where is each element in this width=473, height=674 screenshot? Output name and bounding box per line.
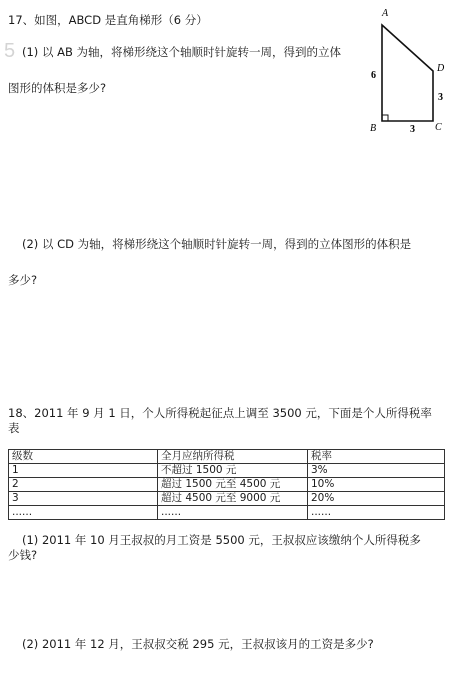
q17-part2-text: (2) 以 CD 为轴，将梯形绕这个轴顺时针旋转一周，得到的立体图形的体积是 (22, 237, 412, 251)
vertex-label-b: B (370, 123, 377, 134)
table-cell: ...... (308, 506, 445, 520)
table-cell: 3% (308, 464, 445, 478)
length-label-bc: 3 (410, 124, 415, 135)
q17-part1-text: (1) 以 AB 为轴，将梯形绕这个轴顺时针旋转一周，得到的立体 (22, 45, 342, 59)
table-row (9, 506, 445, 520)
q18-intro-cont: 表 (8, 421, 20, 435)
table-row (9, 464, 445, 478)
length-label-ab: 6 (371, 70, 376, 81)
table-cell: 10% (308, 478, 445, 492)
table-cell: 超过 4500 元至 9000 元 (158, 492, 308, 506)
table-header-cell: 级数 (9, 450, 158, 464)
table-row (9, 492, 445, 506)
vertex-label-a: A (382, 8, 389, 19)
trapezoid-shape (382, 25, 433, 121)
q18-part1-text-cont: 少钱? (8, 548, 38, 562)
q17-part2-text-cont: 多少? (8, 273, 38, 287)
q17-part1-text-cont: 图形的体积是多少? (8, 81, 107, 95)
q18-intro: 18、2011 年 9 月 1 日，个人所得税起征点上调至 3500 元，下面是个人所得税率 (8, 406, 432, 420)
table-cell: 2 (9, 478, 158, 492)
q17-title: 17、如图，ABCD 是直角梯形（6 分） (8, 13, 208, 27)
table-cell: ...... (158, 506, 308, 520)
q18-part1-text: (1) 2011 年 10 月王叔叔的月工资是 5500 元，王叔叔应该缴纳个人所得税多 (22, 533, 421, 547)
table-header-cell: 税率 (308, 450, 445, 464)
vertex-label-c: C (435, 122, 442, 133)
table-cell: 超过 1500 元至 4500 元 (158, 478, 308, 492)
table-cell: 1 (9, 464, 158, 478)
table-header-cell: 全月应纳所得税 (158, 450, 308, 464)
table-cell: 20% (308, 492, 445, 506)
length-label-cd: 3 (438, 92, 443, 103)
table-header-row (9, 450, 445, 464)
table-cell: 3 (9, 492, 158, 506)
right-angle-mark (382, 115, 388, 121)
page-number-watermark: 5 (4, 40, 16, 62)
vertex-label-d: D (437, 63, 445, 74)
table-cell: 不超过 1500 元 (158, 464, 308, 478)
tax-rate-table (8, 449, 445, 520)
trapezoid-figure (370, 8, 465, 138)
table-row (9, 478, 445, 492)
q18-part2-text: (2) 2011 年 12 月，王叔叔交税 295 元，王叔叔该月的工资是多少? (22, 637, 374, 651)
table-cell: ...... (9, 506, 158, 520)
